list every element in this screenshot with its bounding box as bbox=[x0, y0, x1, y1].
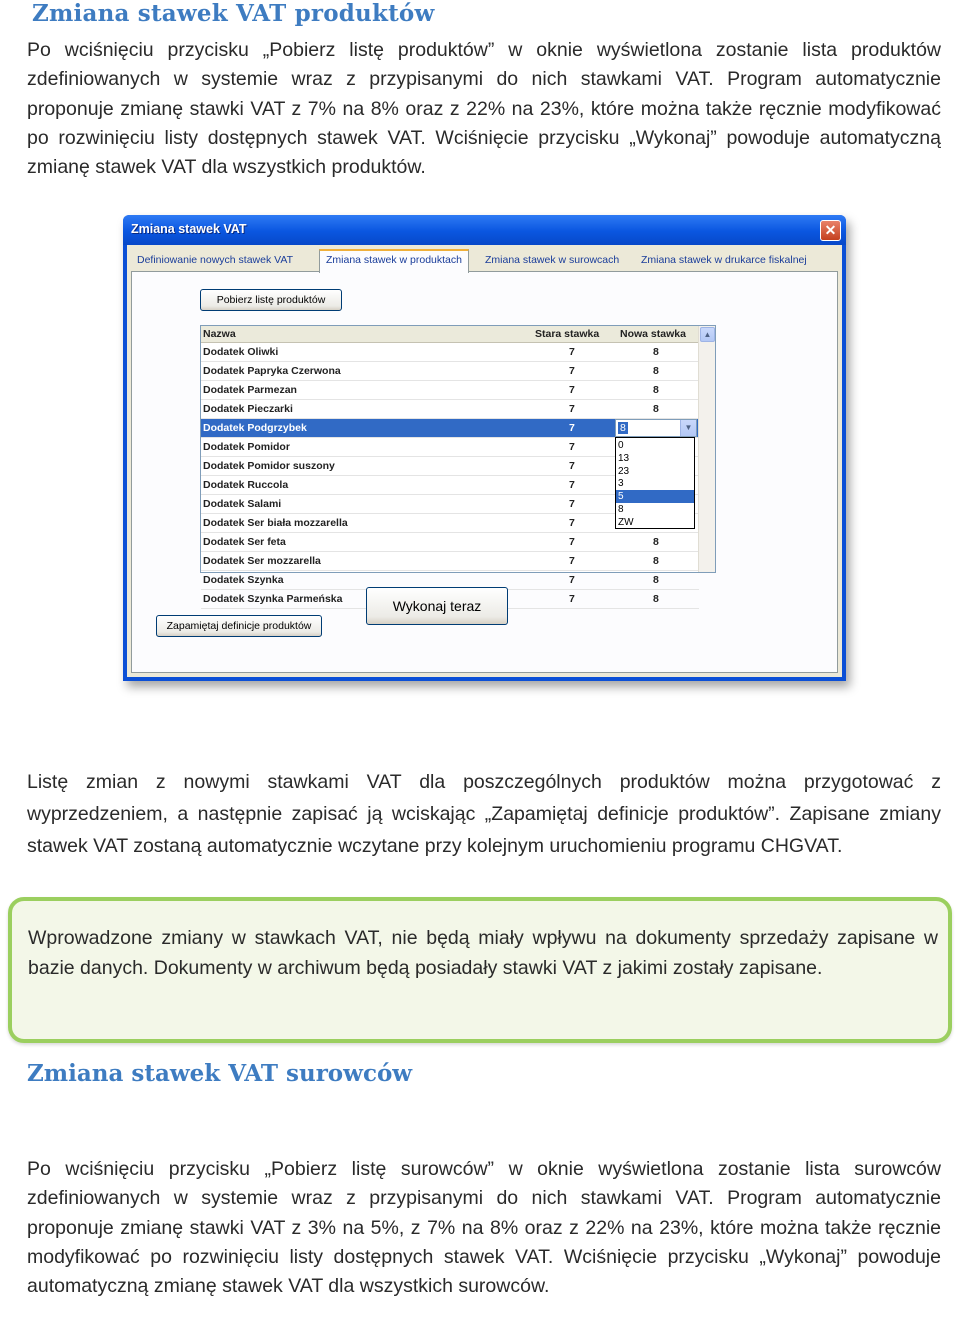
row-new-rate-cell: 8 bbox=[653, 555, 659, 567]
row-old-rate-cell: 7 bbox=[569, 441, 575, 453]
table-row[interactable] bbox=[201, 381, 699, 400]
close-button[interactable]: ✕ bbox=[820, 220, 841, 241]
table-row[interactable] bbox=[201, 552, 699, 571]
row-old-rate-cell: 7 bbox=[569, 403, 575, 415]
section-heading-raw-materials: Zmiana stawek VAT surowców bbox=[27, 1060, 413, 1087]
row-old-rate-cell: 7 bbox=[569, 517, 575, 529]
chevron-down-icon[interactable]: ▼ bbox=[680, 420, 696, 436]
row-old-rate-cell: 7 bbox=[569, 498, 575, 510]
row-name-cell: Dodatek Ser mozzarella bbox=[203, 555, 321, 567]
row-new-rate-cell: 8 bbox=[653, 346, 659, 358]
row-old-rate-cell: 7 bbox=[569, 555, 575, 567]
fetch-products-button[interactable]: Pobierz listę produktów bbox=[200, 289, 342, 311]
note-box bbox=[8, 897, 952, 1043]
scroll-up-icon[interactable]: ▲ bbox=[700, 327, 715, 342]
row-name-cell: Dodatek Szynka Parmeńska bbox=[203, 593, 343, 605]
row-new-rate-cell: 8 bbox=[653, 536, 659, 548]
row-name-cell: Dodatek Salami bbox=[203, 498, 282, 510]
table-row[interactable] bbox=[201, 343, 699, 362]
row-old-rate-cell: 7 bbox=[569, 365, 575, 377]
row-old-rate-cell: 7 bbox=[569, 384, 575, 396]
row-old-rate-cell: 7 bbox=[569, 479, 575, 491]
row-new-rate-cell: 8 bbox=[653, 593, 659, 605]
tab-new-rates[interactable]: Definiowanie nowych stawek VAT bbox=[137, 254, 294, 266]
dropdown-option[interactable]: 8 bbox=[618, 504, 624, 515]
column-header-new-rate[interactable]: Nowa stawka bbox=[620, 328, 686, 340]
save-info-paragraph: Listę zmian z nowymi stawkami VAT dla poszczególnych produktów można przygotować z wyprzedzeniem, a następnie zapisać ją wciskając „Zapamiętaj definicje produktów”. Zapisane zmiany stawek VAT zostaną automatycznie wczytane przy kolejnym uruchomieniu programu CHGVAT. bbox=[27, 771, 941, 857]
table-row[interactable] bbox=[201, 362, 699, 381]
row-name-cell: Dodatek Parmezan bbox=[203, 384, 297, 396]
row-name-cell: Dodatek Ser feta bbox=[203, 536, 286, 548]
dropdown-option[interactable]: 13 bbox=[618, 452, 630, 464]
row-name-cell: Dodatek Papryka Czerwona bbox=[203, 365, 341, 377]
row-new-rate-cell: 8 bbox=[653, 365, 659, 377]
row-name-cell: Dodatek Szynka bbox=[203, 574, 284, 586]
tab-panel bbox=[131, 271, 838, 673]
tab-fiscal-printer[interactable]: Zmiana stawek w drukarce fiskalnej bbox=[641, 254, 807, 266]
dropdown-option[interactable]: ZW bbox=[618, 516, 634, 528]
rate-dropdown-list bbox=[615, 437, 695, 529]
dropdown-option[interactable]: 5 bbox=[616, 490, 694, 503]
row-name-cell: Dodatek Podgrzybek bbox=[203, 422, 307, 434]
save-definitions-button[interactable]: Zapamiętaj definicje produktów bbox=[156, 615, 322, 637]
row-name-cell: Dodatek Pomidor suszony bbox=[203, 460, 335, 472]
column-header-old-rate[interactable]: Stara stawka bbox=[535, 328, 600, 340]
window-title: Zmiana stawek VAT bbox=[131, 222, 247, 236]
dropdown-option[interactable]: 0 bbox=[618, 440, 624, 451]
row-name-cell: Dodatek Ser biała mozzarella bbox=[203, 517, 348, 529]
row-old-rate-cell: 7 bbox=[569, 574, 575, 586]
note-text: Wprowadzone zmiany w stawkach VAT, nie będą miały wpływu na dokumenty sprzedaży zapisane w bazie danych. Dokumenty w archiwum będą posiadały stawki VAT z jakimi zostały zapisane. bbox=[28, 927, 938, 979]
table-row[interactable] bbox=[201, 533, 699, 552]
dropdown-option[interactable]: 23 bbox=[618, 465, 630, 477]
row-old-rate-cell: 7 bbox=[569, 593, 575, 605]
dropdown-option[interactable]: 3 bbox=[618, 478, 624, 490]
row-old-rate-cell: 7 bbox=[569, 422, 575, 434]
table-row[interactable] bbox=[201, 400, 699, 419]
row-name-cell: Dodatek Ruccola bbox=[203, 479, 289, 491]
column-header-name[interactable]: Nazwa bbox=[203, 328, 236, 340]
grid-header bbox=[201, 326, 699, 343]
row-old-rate-cell: 7 bbox=[569, 346, 575, 358]
intro-paragraph: Po wciśnięciu przycisku „Pobierz listę produktów” w oknie wyświetlona zostanie lista produktów zdefiniowanych w systemie wraz z przypisanymi do nich stawkami VAT. Program automatycznie proponuje zmianę stawki VAT z 7% na 8% oraz z 22% na 23%, które można także ręcznie modyfikować po rozwinięciu listy dostępnych stawek VAT. Wciśnięcie przycisku „Wykonaj” powoduje automatyczną zmianę stawek VAT dla wszystkich produktów. bbox=[27, 39, 941, 179]
row-new-rate-cell: 8 bbox=[653, 574, 659, 586]
execute-now-button[interactable]: Wykonaj teraz bbox=[366, 587, 508, 625]
row-name-cell: Dodatek Pieczarki bbox=[203, 403, 293, 415]
row-name-cell: Dodatek Oliwki bbox=[203, 346, 279, 358]
raw-materials-paragraph: Po wciśnięciu przycisku „Pobierz listę surowców” w oknie wyświetlona zostanie lista surowców zdefiniowanych w systemie wraz z przypisanymi do nich stawkami VAT. Program automatycznie proponuje zmianę stawki VAT z 3% na 5%, z 7% na 8% oraz z 22% na 23%, które można także ręcznie modyfikować po rozwinięciu listy dostępnych stawek VAT. Wciśnięcie przycisku „Wykonaj” powoduje automatyczną zmianę stawek VAT dla wszystkich surowców. bbox=[27, 1158, 941, 1298]
new-rate-combo[interactable] bbox=[615, 419, 697, 437]
products-grid bbox=[200, 325, 716, 605]
row-old-rate-cell: 7 bbox=[569, 460, 575, 472]
vat-change-window bbox=[123, 215, 846, 681]
section-heading-products: Zmiana stawek VAT produktów bbox=[32, 0, 435, 27]
grid-scrollbar[interactable] bbox=[698, 326, 715, 572]
window-client bbox=[127, 245, 842, 677]
window-titlebar bbox=[123, 215, 846, 245]
tab-products[interactable]: Zmiana stawek w produktach bbox=[319, 249, 469, 273]
row-new-rate-cell: 8 bbox=[653, 384, 659, 396]
combo-value: 8 bbox=[620, 422, 626, 434]
row-name-cell: Dodatek Pomidor bbox=[203, 441, 290, 453]
row-old-rate-cell: 7 bbox=[569, 536, 575, 548]
row-new-rate-cell: 8 bbox=[653, 403, 659, 415]
tab-raw-materials[interactable]: Zmiana stawek w surowcach bbox=[485, 254, 620, 266]
